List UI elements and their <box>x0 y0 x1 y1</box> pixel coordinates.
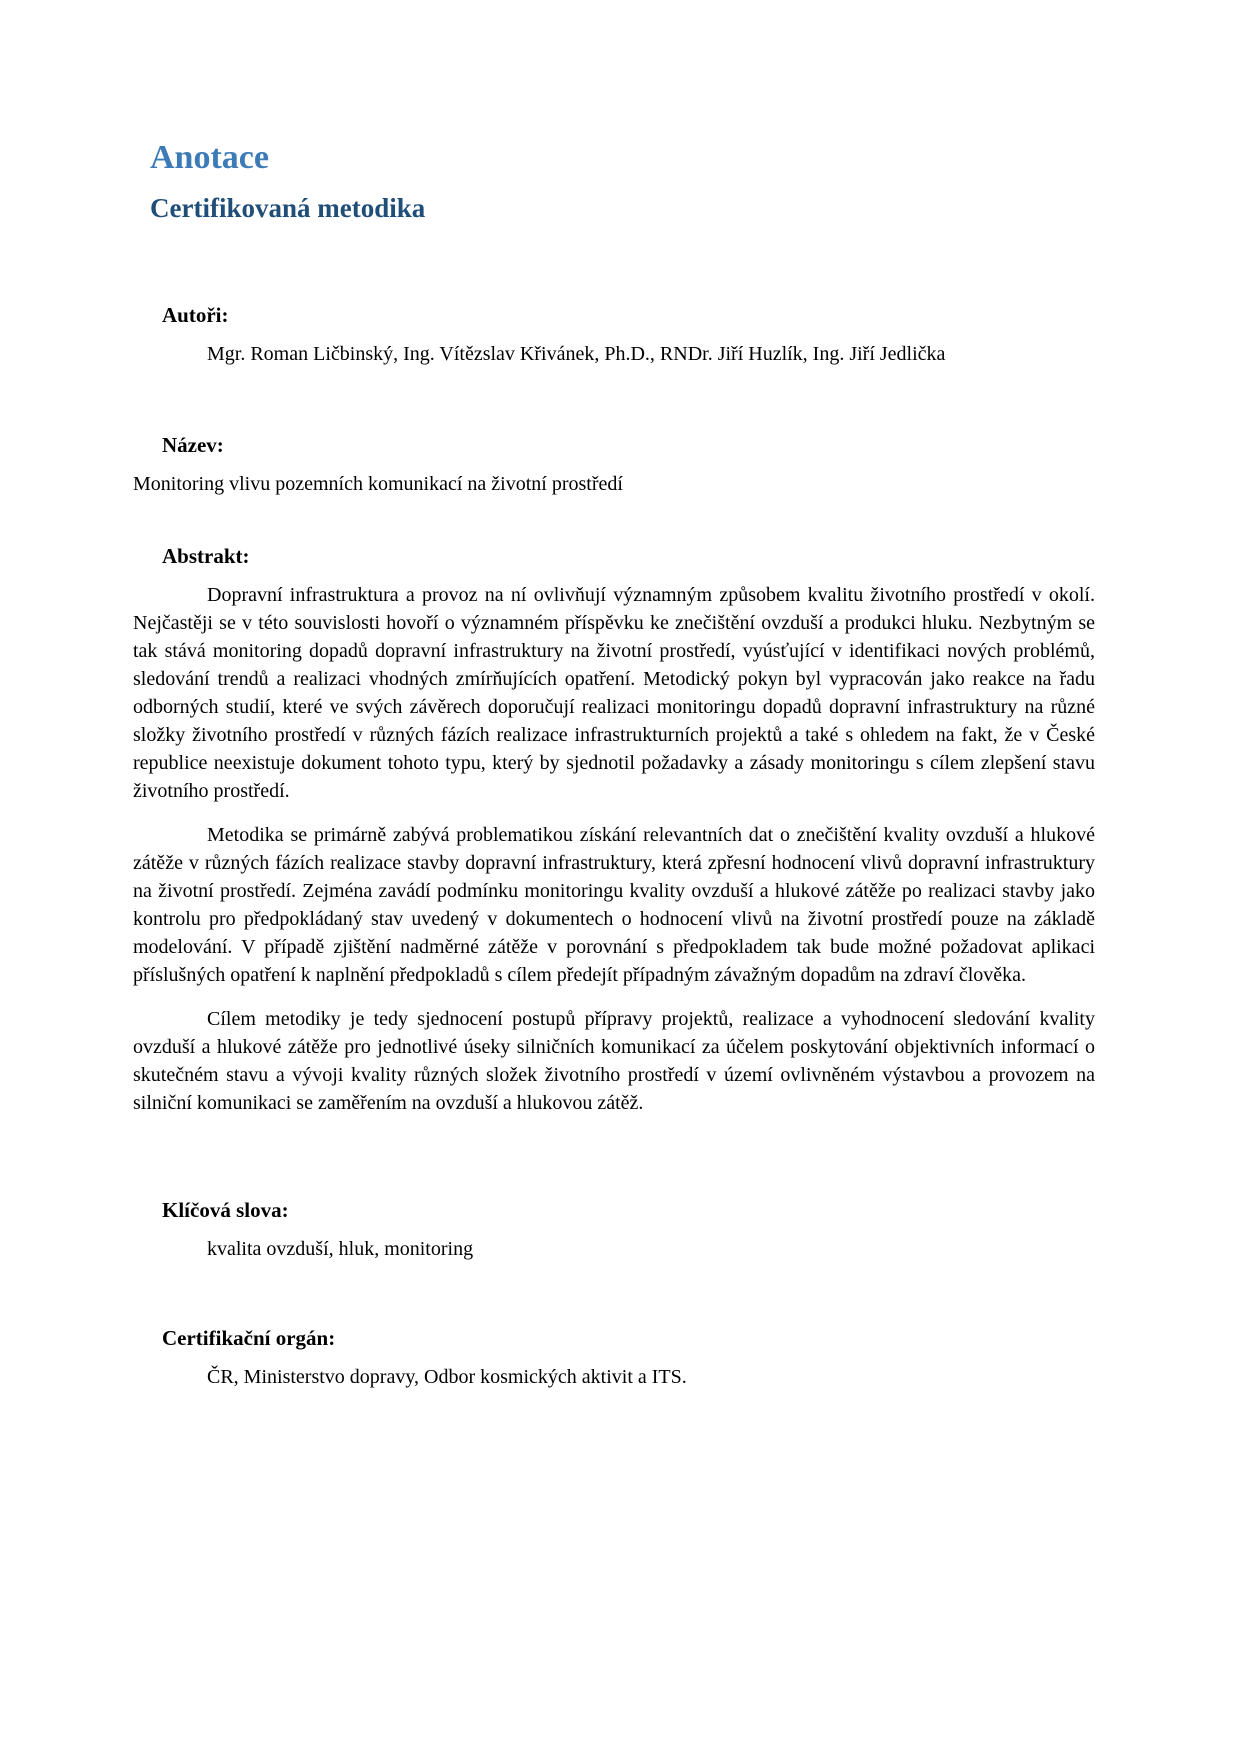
name-text: Monitoring vlivu pozemních komunikací na životní prostředí <box>133 473 623 496</box>
abstract-heading: Abstrakt: <box>162 544 250 569</box>
keywords-text: kvalita ovzduší, hluk, monitoring <box>207 1238 474 1261</box>
doc-subtitle: Certifikovaná metodika <box>150 193 426 224</box>
abstract-paragraph-3: Cílem metodiky je tedy sjednocení postupů přípravy projektů, realizace a vyhodnocení sledování kvality ovzduší a hlukové zátěže pro jednotlivé úseky silničních komunikací za účelem poskytování objektivních informací o skutečném stavu a vývoji kvality různých složek životního prostředí v území ovlivněném výstavbou a provozem na silniční komunikaci se zaměřením na ovzduší a hlukovou zátěž. <box>133 1008 1095 1115</box>
certification-text: ČR, Ministerstvo dopravy, Odbor kosmických aktivit a ITS. <box>207 1366 687 1389</box>
section-certification <box>133 1325 1095 1391</box>
section-authors <box>133 302 1095 368</box>
abstract-paragraph-2: Metodika se primárně zabývá problematikou získání relevantních dat o znečištění kvality ovzduší a hlukové zátěže v různých fázích realizace stavby dopravní infrastruktury, která zpřesní hodnocení vlivů dopravní infrastruktury na životní prostředí. Zejména zavádí podmínku monitoringu kvality ovzduší a hlukové zátěže po realizaci stavby jako kontrolu pro předpokládaný stav uvedený v dokumentech o hodnocení vlivů na životní prostředí pouze na základě modelování. V případě zjištění nadměrné zátěže v porovnání s předpokladem tak bude možné požadovat aplikaci příslušných opatření k naplnění předpokladů s cílem předejít případným závažným dopadům na zdraví člověka. <box>133 824 1095 987</box>
authors-text: Mgr. Roman Ličbinský, Ing. Vítězslav Křivánek, Ph.D., RNDr. Jiří Huzlík, Ing. Jiří Jedlička <box>207 343 946 366</box>
certification-heading: Certifikační orgán: <box>162 1326 336 1351</box>
name-heading: Název: <box>162 433 224 458</box>
doc-title: Anotace <box>150 139 269 176</box>
section-abstract <box>133 543 1095 1117</box>
section-keywords <box>133 1197 1095 1263</box>
abstract-paragraph-1: Dopravní infrastruktura a provoz na ní ovlivňují významným způsobem kvalitu životního prostředí v okolí. Nejčastěji se v této souvislosti hovoří o významném příspěvku ke znečištění ovzduší a produkci hluku. Nezbytným se tak stává monitoring dopadů dopravní infrastruktury na životní prostředí, vyúsťující v identifikaci nových problémů, sledování trendů a realizaci vhodných zmírňujících opatření. Metodický pokyn byl vypracován jako reakce na řadu odborných studií, které ve svých závěrech doporučují realizaci monitoringu dopadů dopravní infrastruktury na různé složky životního prostředí v různých fázích realizace infrastrukturních projektů a také s ohledem na fakt, že v České republice neexistuje dokument tohoto typu, který by sjednotil požadavky a zásady monitoringu s cílem zlepšení stavu životního prostředí. <box>133 584 1095 803</box>
authors-heading: Autoři: <box>162 303 229 328</box>
section-name <box>133 432 1095 498</box>
keywords-heading: Klíčová slova: <box>162 1198 289 1223</box>
